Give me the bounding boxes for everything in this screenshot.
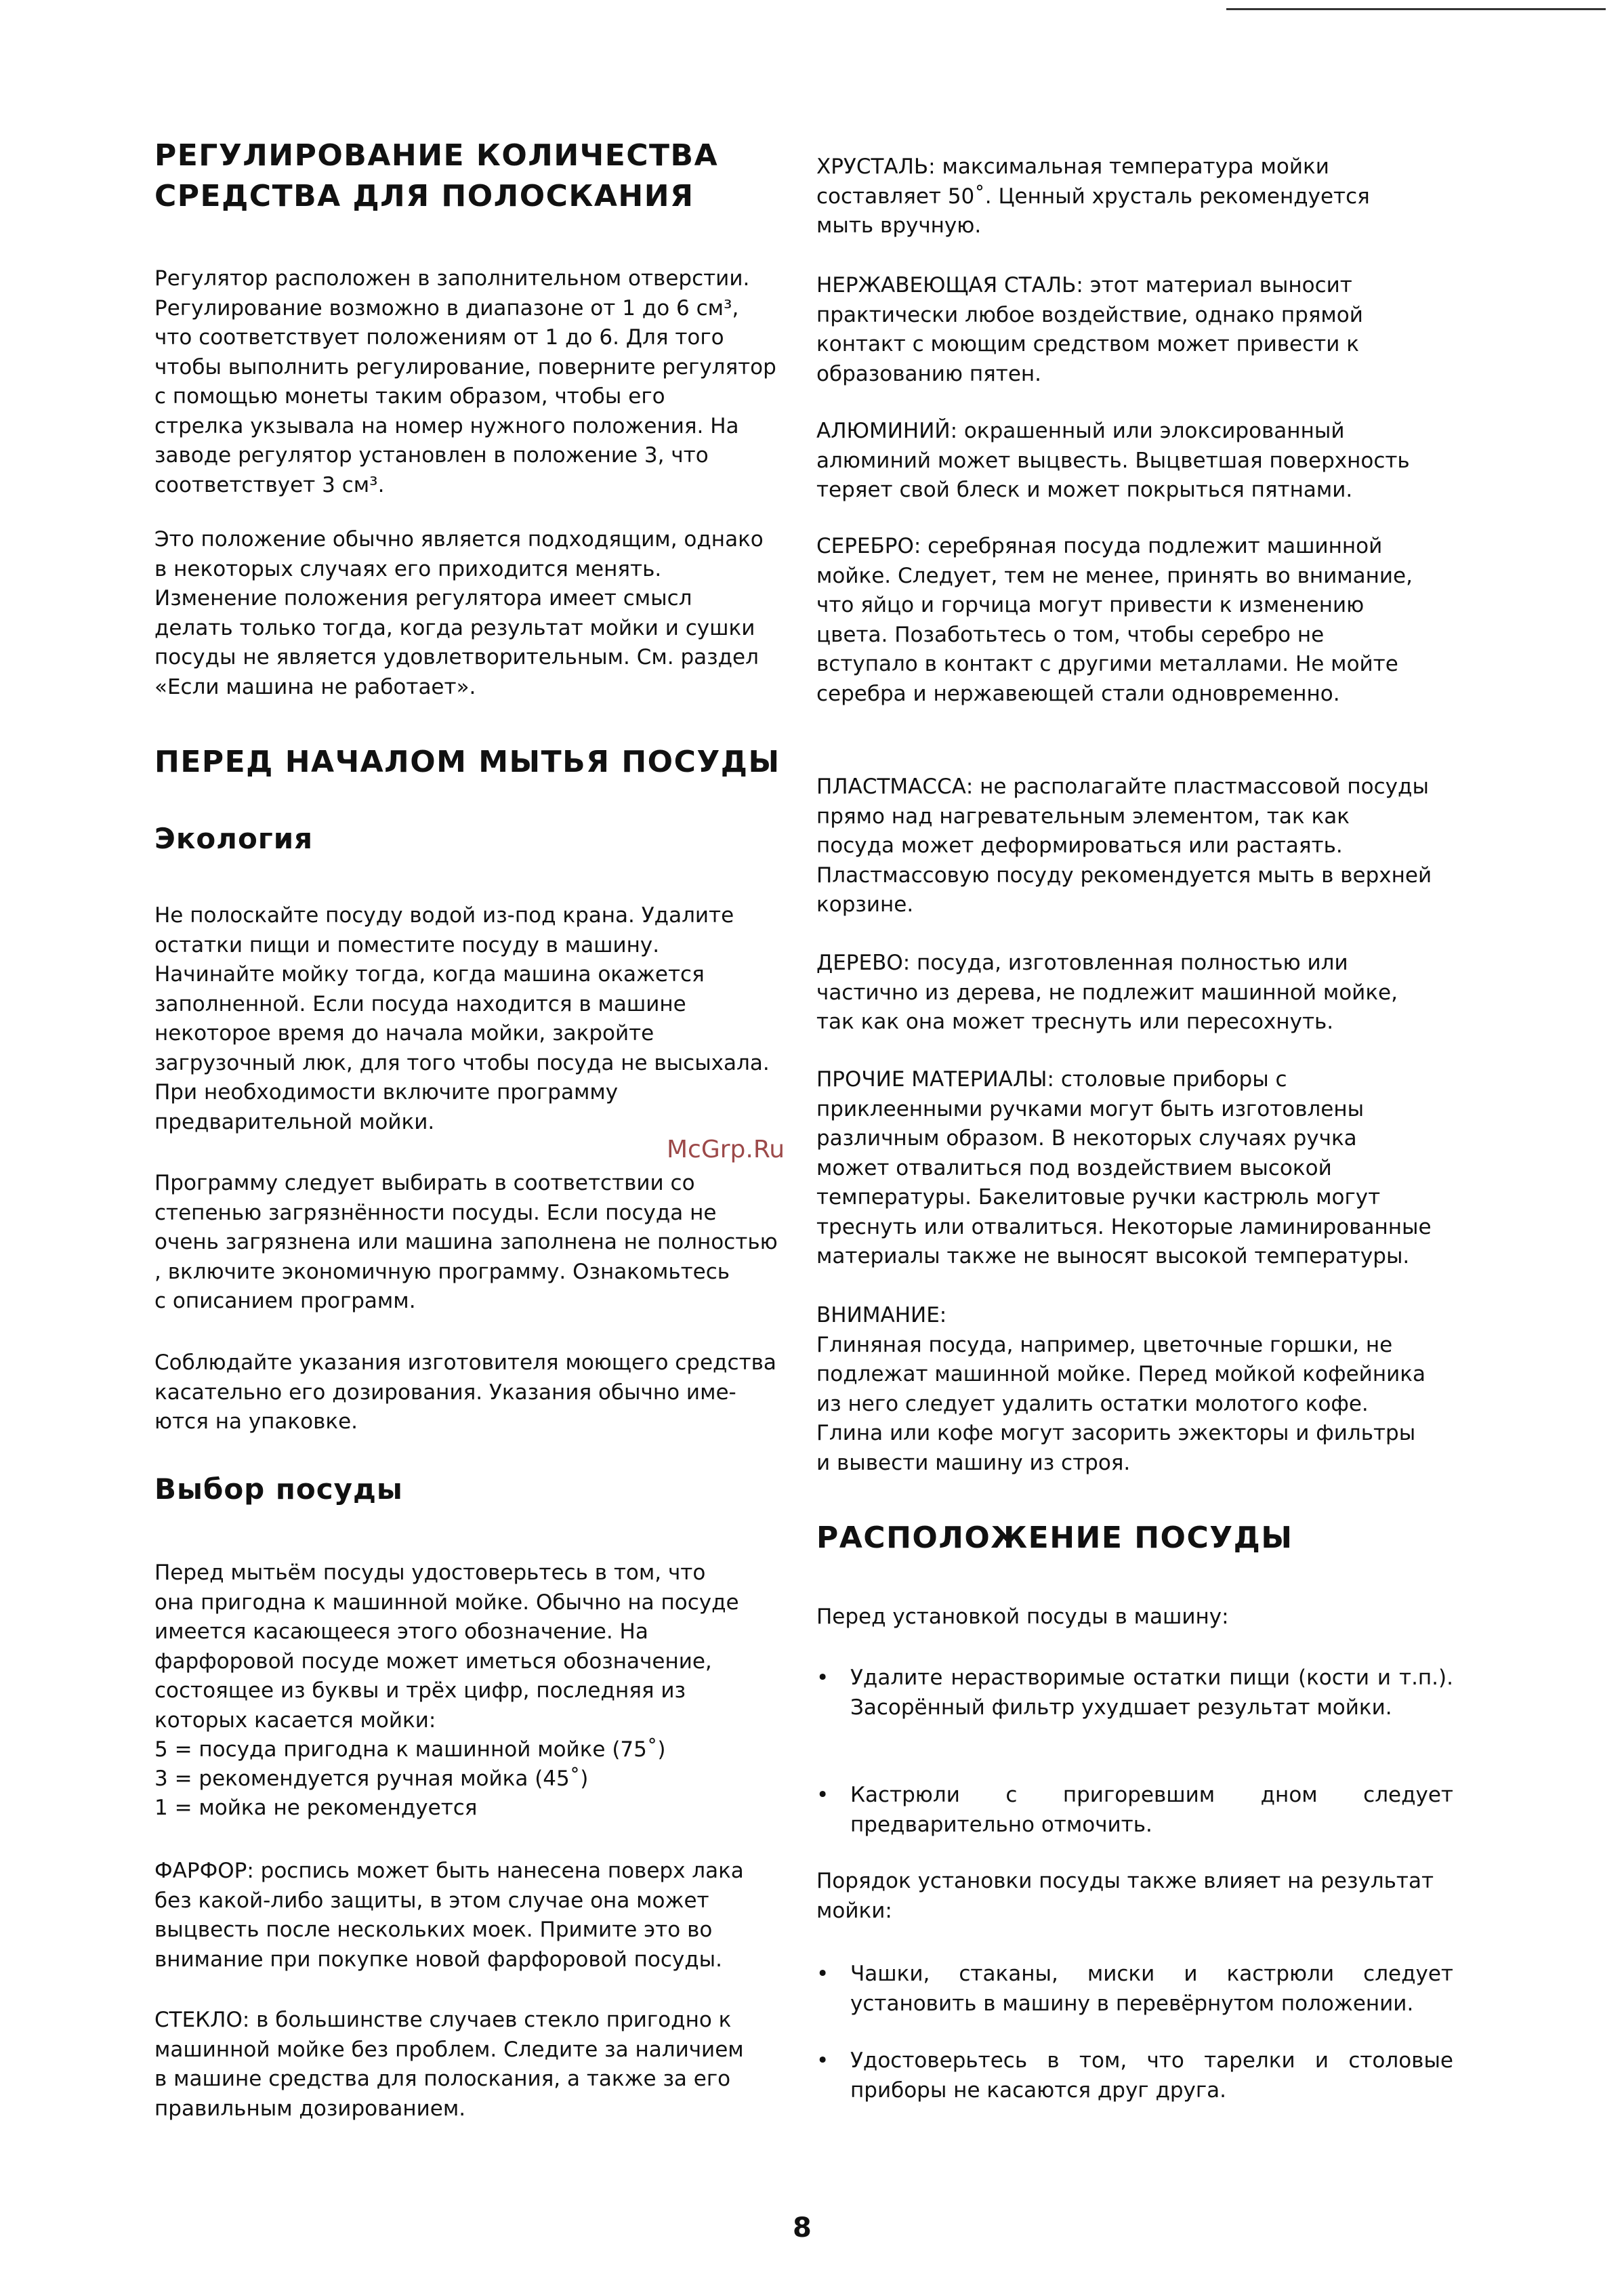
bullet-text: Чашки, стаканы, миски и кастрюли следует установить в машину в перевёрнутом положении. — [850, 1962, 1453, 2016]
bullet-item-remove-food — [816, 1664, 1453, 1722]
paragraph-ecology-detergent: Соблюдайте указания изготовителя моющего средства касательно его дозирования. Указания обычно име- ются на упаковке. — [154, 1350, 776, 1434]
paragraph-attention: ВНИМАНИЕ: Глиняная посуда, например, цветочные горшки, не подлежат машинной мойке. Перед мойкой кофейника из него следует удалить остатки молотого кофе. Глина или кофе могут засорить эжекторы и фильтры и вывести машину из строя. — [816, 1303, 1425, 1475]
paragraph-rinse-position: Это положение обычно является подходящим, однако в некоторых случаях его приходится менять. Изменение положения регулятора имеет смысл делать только тогда, когда результат мойки и сушки посуды не является удовлетворительным. См. раздел «Если машина не работает». — [154, 527, 764, 699]
list-item-code-3: 3 = рекомендуется ручная мойка (45˚) — [154, 1767, 589, 1791]
page-number: 8 — [793, 2212, 812, 2244]
paragraph-other-materials: ПРОЧИЕ МАТЕРИАЛЫ: столовые приборы с приклеенными ручками могут быть изготовлены различным образом. В некоторых случаях ручка может отвалиться под воздействием высокой температуры. Бакелитовые ручки кастрюль могут треснуть или отвалиться. Некоторые ламинированные материалы также не выносят высокой температуры. — [816, 1067, 1432, 1268]
list-item-code-1: 1 = мойка не рекомендуется — [154, 1796, 478, 1820]
heading-ecology: Экология — [154, 822, 314, 855]
paragraph-rinse-regulator: Регулятор расположен в заполнительном отверстии. Регулирование возможно в диапазоне от 1 до 6 см³, что соответствует положениям от 1 до 6. Для того чтобы выполнить регулирование, поверните регулятор с помощью монеты таким образом, чтобы его стрелка укзывала на номер нужного положения. На заводе регулятор установлен в положение 3, что соответствует 3 см³. — [154, 266, 776, 497]
bullet-glyph: • — [816, 1666, 829, 1690]
top-rule — [1226, 8, 1606, 10]
bullet-item-no-touching — [816, 2046, 1453, 2105]
bullet-text: Кастрюли с пригоревшим дном следует предварительно отмочить. — [850, 1783, 1453, 1837]
bullet-text: Удалите нерастворимые остатки пищи (кости и т.п.). Засорённый фильтр ухудшает результат мойки. — [850, 1666, 1453, 1720]
paragraph-placement-intro: Перед установкой посуды в машину: — [816, 1605, 1229, 1629]
paragraph-wood: ДЕРЕВО: посуда, изготовленная полностью или частично из дерева, не подлежит машинной мойке, так как она может треснуть или пересохнуть. — [816, 951, 1398, 1034]
bullet-item-soak-pots — [816, 1781, 1453, 1840]
paragraph-glass: СТЕКЛО: в большинстве случаев стекло пригодно к машинной мойке без проблем. Следите за наличием в машине средства для полоскания, а также за его правильным дозированием. — [154, 2008, 744, 2121]
paragraph-ecology-program: Программу следует выбирать в соответствии со степенью загрязнённости посуды. Если посуда не очень загрязнена или машина заполнена не полностью , включите экономичную программу. Ознакомьтесь с описанием программ. — [154, 1171, 778, 1313]
paragraph-porcelain: ФАРФОР: роспись может быть нанесена поверх лака без какой-либо защиты, в этом случае она может выцвесть после нескольких моек. Примите это во внимание при покупке новой фарфоровой посуды. — [154, 1859, 744, 1972]
watermark-logo: McGrp.Ru — [667, 1136, 785, 1163]
paragraph-stainless-steel: НЕРЖАВЕЮЩАЯ СТАЛЬ: этот материал выносит практически любое воздействие, однако прямой контакт с моющим средством может привести к образованию пятен. — [816, 273, 1363, 386]
paragraph-dish-check: Перед мытьём посуды удостоверьтесь в том, что она пригодна к машинной мойке. Обычно на посуде имеется касающееся этого обозначение. На фарфоровой посуде может иметься обозначение, состоящее из буквы и трёх цифр, последняя из которых касается мойки: — [154, 1561, 739, 1733]
paragraph-silver: СЕРЕБРО: серебряная посуда подлежит машинной мойке. Следует, тем не менее, принять во внимание, что яйцо и горчица могут привести к изменению цвета. Позаботьтесь о том, чтобы серебро не вступало в контакт с другими металлами. Не мойте серебра и нержавеющей стали одновременно. — [816, 534, 1413, 706]
bullet-text: Удостоверьтесь в том, что тарелки и столовые приборы не касаются друг друга. — [850, 2048, 1453, 2103]
bullet-glyph: • — [816, 2048, 829, 2073]
heading-rinse-aid-adjustment: РЕГУЛИРОВАНИЕ КОЛИЧЕСТВА СРЕДСТВА ДЛЯ ПОЛОСКАНИЯ — [154, 138, 719, 213]
paragraph-ecology-rinse: Не полоскайте посуду водой из-под крана. Удалите остатки пищи и поместите посуду в машину. Начинайте мойку тогда, когда машина окажется заполненной. Если посуда находится в машине некоторое время до начала мойки, закройте загрузочный люк, для того чтобы посуда не высыхала. При необходимости включите программу предварительной мойки. — [154, 903, 770, 1134]
bullet-item-upside-down — [816, 1960, 1453, 2019]
paragraph-plastic: ПЛАСТМАССА: не располагайте пластмассовой посуды прямо над нагревательным элементом, так как посуда может деформироваться или растаять. Пластмассовую посуду рекомендуется мыть в верхней корзине. — [816, 774, 1432, 917]
bullet-glyph: • — [816, 1962, 829, 1986]
paragraph-aluminium: АЛЮМИНИЙ: окрашенный или элоксированный алюминий может выцвесть. Выцветшая поверхность теряет свой блеск и может покрыться пятнами. — [816, 419, 1410, 502]
heading-dish-placement: РАСПОЛОЖЕНИЕ ПОСУДЫ — [816, 1521, 1293, 1555]
heading-before-washing: ПЕРЕД НАЧАЛОМ МЫТЬЯ ПОСУДЫ — [154, 745, 780, 779]
heading-dish-selection: Выбор посуды — [154, 1472, 403, 1506]
bullet-glyph: • — [816, 1783, 829, 1807]
paragraph-crystal: ХРУСТАЛЬ: максимальная температура мойки составляет 50˚. Ценный хрусталь рекомендуется мыть вручную. — [816, 154, 1370, 238]
list-item-code-5: 5 = посуда пригодна к машинной мойке (75˚) — [154, 1737, 666, 1762]
paragraph-placement-order: Порядок установки посуды также влияет на результат мойки: — [816, 1869, 1434, 1923]
